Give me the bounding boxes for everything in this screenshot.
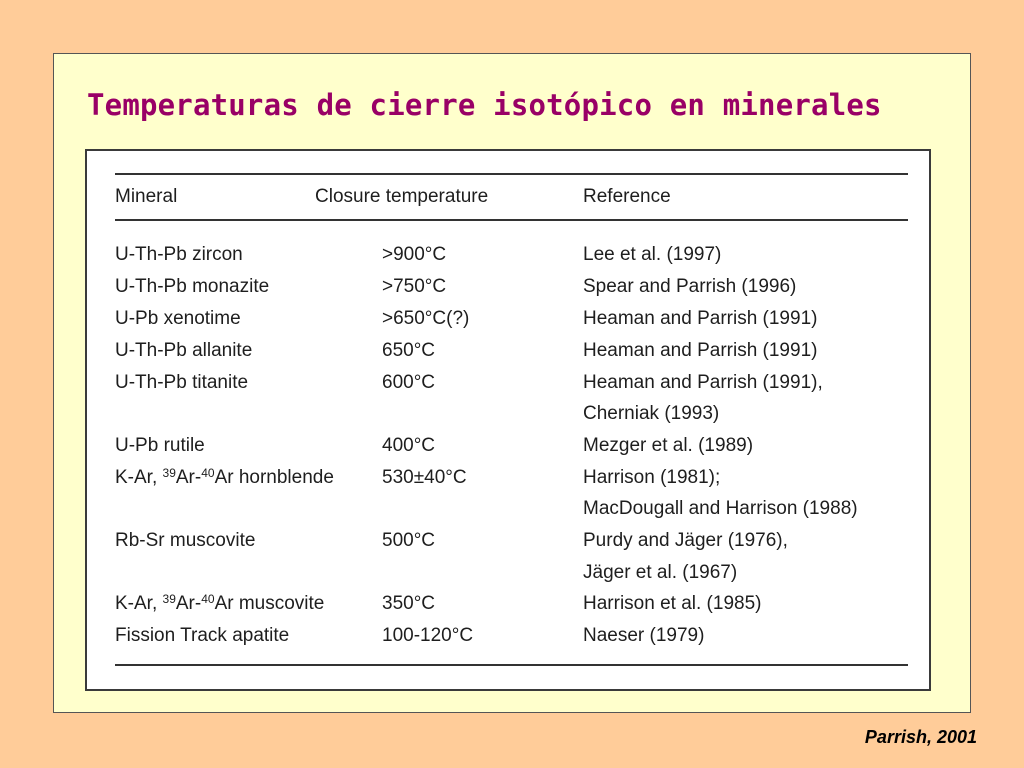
header-mineral: Mineral bbox=[115, 186, 178, 207]
header-closure-temperature: Closure temperature bbox=[315, 186, 489, 207]
row-mineral: U-Th-Pb titanite bbox=[115, 372, 249, 393]
row-temperature: 530±40°C bbox=[382, 467, 467, 488]
row-temperature: >650°C(?) bbox=[382, 308, 470, 329]
row-reference-continued: Cherniak (1993) bbox=[583, 403, 720, 424]
row-reference-continued: MacDougall and Harrison (1988) bbox=[583, 498, 858, 519]
row-mineral: U-Th-Pb monazite bbox=[115, 276, 270, 297]
row-reference: Lee et al. (1997) bbox=[583, 244, 722, 265]
row-reference: Heaman and Parrish (1991), bbox=[583, 372, 823, 393]
isotope-superscript: 39 bbox=[162, 466, 176, 480]
mineral-middle: Ar- bbox=[175, 467, 202, 488]
closure-temperature-table bbox=[85, 149, 931, 691]
isotope-superscript: 40 bbox=[201, 466, 215, 480]
row-temperature: 400°C bbox=[382, 435, 436, 456]
row-reference: Harrison et al. (1985) bbox=[583, 593, 762, 614]
row-temperature: 100-120°C bbox=[382, 625, 474, 646]
row-reference: Naeser (1979) bbox=[583, 625, 705, 646]
row-reference: Spear and Parrish (1996) bbox=[583, 276, 797, 297]
row-temperature: 350°C bbox=[382, 593, 436, 614]
row-reference: Mezger et al. (1989) bbox=[583, 435, 754, 456]
row-temperature: 650°C bbox=[382, 340, 436, 361]
row-temperature: 600°C bbox=[382, 372, 436, 393]
row-mineral: Fission Track apatite bbox=[115, 625, 290, 646]
source-credit: Parrish, 2001 bbox=[864, 727, 977, 747]
isotope-superscript: 39 bbox=[162, 592, 176, 606]
isotope-superscript: 40 bbox=[201, 592, 215, 606]
row-temperature: >750°C bbox=[382, 276, 447, 297]
mineral-prefix: K-Ar, bbox=[115, 467, 163, 488]
row-mineral: Rb-Sr muscovite bbox=[115, 530, 256, 551]
mineral-middle: Ar- bbox=[175, 593, 202, 614]
row-mineral: U-Pb xenotime bbox=[115, 308, 241, 329]
mineral-prefix: K-Ar, bbox=[115, 593, 163, 614]
row-reference-continued: Jäger et al. (1967) bbox=[583, 562, 738, 583]
header-reference: Reference bbox=[583, 186, 671, 207]
row-reference: Harrison (1981); bbox=[583, 467, 721, 488]
row-reference: Purdy and Jäger (1976), bbox=[583, 530, 788, 551]
table-top-rule bbox=[115, 173, 908, 175]
row-reference: Heaman and Parrish (1991) bbox=[583, 340, 818, 361]
row-temperature: >900°C bbox=[382, 244, 447, 265]
table-bottom-rule bbox=[115, 664, 908, 666]
row-mineral bbox=[115, 467, 334, 489]
table-header-rule bbox=[115, 219, 908, 221]
mineral-suffix: Ar hornblende bbox=[214, 467, 334, 488]
row-temperature: 500°C bbox=[382, 530, 436, 551]
mineral-suffix: Ar muscovite bbox=[214, 593, 325, 614]
row-mineral: U-Th-Pb allanite bbox=[115, 340, 253, 361]
row-mineral: U-Th-Pb zircon bbox=[115, 244, 243, 265]
row-mineral bbox=[115, 593, 324, 615]
row-reference: Heaman and Parrish (1991) bbox=[583, 308, 818, 329]
slide-title: Temperaturas de cierre isotópico en minerales bbox=[87, 88, 882, 122]
row-mineral: U-Pb rutile bbox=[115, 435, 205, 456]
